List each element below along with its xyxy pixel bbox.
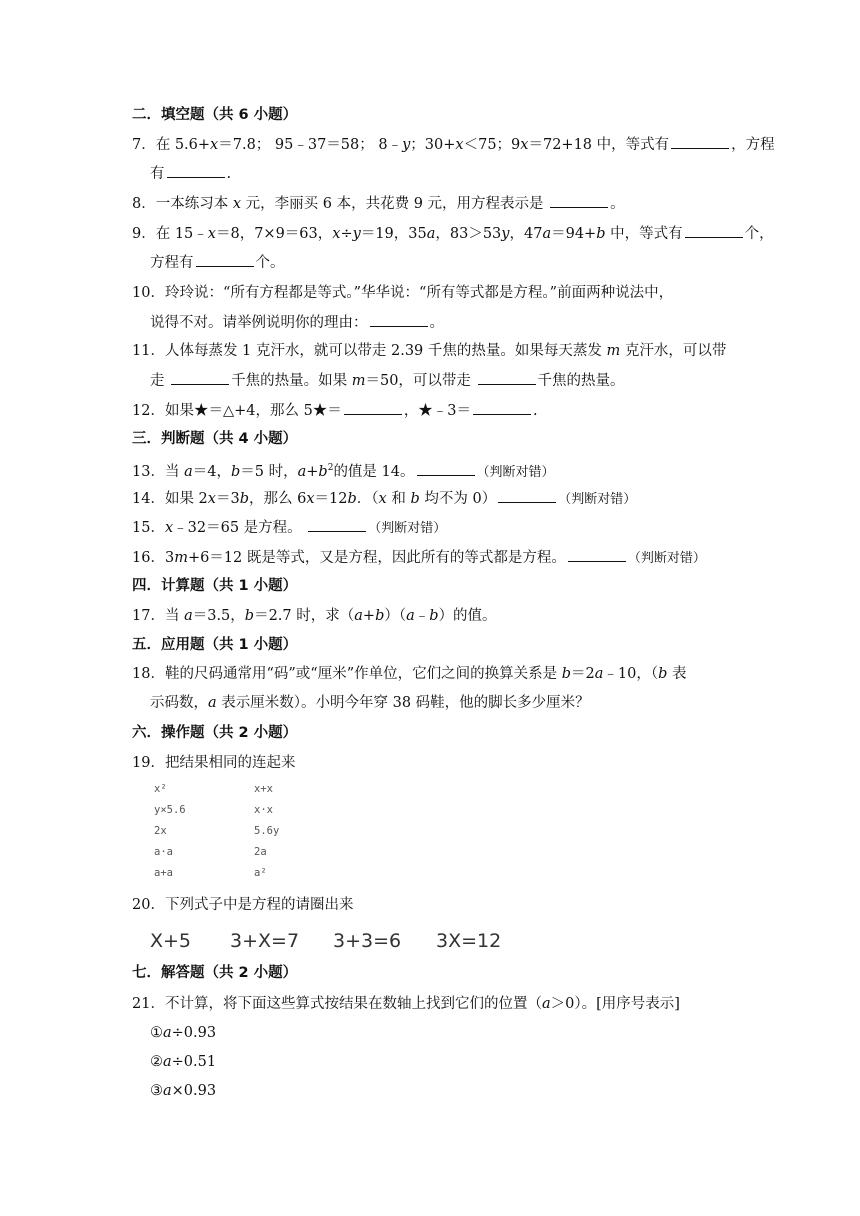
expression-option-3[interactable]: 3+3=6 <box>333 930 402 952</box>
answer-blank[interactable] <box>568 547 626 562</box>
answer-blank[interactable] <box>473 400 531 415</box>
answer-blank[interactable] <box>417 461 475 476</box>
section-heading-fill: 二．填空题（共 6 小题） <box>132 107 298 123</box>
question-17: 17．当 a＝3.5，b＝2.7 时，求（a+b）（a﹣b）的值。 <box>132 608 497 624</box>
left-expr-2[interactable]: y×5.6 <box>154 804 186 816</box>
right-expr-1[interactable]: x+x <box>254 783 273 795</box>
section-heading-calc: 四．计算题（共 1 小题） <box>132 578 298 594</box>
question-14: 14．如果 2x＝3b，那么 6x＝12b．（x 和 b 均不为 0） （判断对错） <box>132 488 742 510</box>
section-heading-judge: 三．判断题（共 4 小题） <box>132 431 298 447</box>
answer-blank[interactable] <box>685 223 743 238</box>
answer-blank[interactable] <box>167 163 225 178</box>
section-heading-application: 五．应用题（共 1 小题） <box>132 637 298 653</box>
question-8: 8．一本练习本 x 元，李丽买 6 本，共花费 9 元，用方程表示是 。 <box>132 193 742 214</box>
answer-blank[interactable] <box>171 370 229 385</box>
left-expr-1[interactable]: x² <box>154 783 167 795</box>
question-13: 13．当 a＝4，b＝5 时，$a+b^2$的值是 14。 （判断对错） <box>132 458 742 483</box>
q21-item-1: ①a÷0.93 <box>150 1025 217 1041</box>
answer-blank[interactable] <box>478 370 536 385</box>
question-9-line2: 方程有 个。 <box>150 252 742 273</box>
question-18-line2: 示码数，a 表示厘米数）。小明今年穿 38 码鞋，他的脚长多少厘米？ <box>150 695 590 711</box>
question-7-line1: 7．在 5.6+x＝7.8； 95﹣37＝58； 8﹣y；30+x＜75；9x＝72+18 中，等式有 ，方程 <box>132 134 742 155</box>
q21-item-2: ②a÷0.51 <box>150 1054 217 1070</box>
answer-blank[interactable] <box>370 312 428 327</box>
right-expr-5[interactable]: a² <box>254 867 267 879</box>
q21-item-3: ③a×0.93 <box>150 1083 217 1099</box>
expression-option-4[interactable]: 3X=12 <box>436 930 502 952</box>
question-10-line1: 10．玲玲说：“所有方程都是等式。”华华说：“所有等式都是方程。”前面两种说法中， <box>132 285 674 301</box>
expression-option-1[interactable]: X+5 <box>150 930 192 952</box>
question-19: 19．把结果相同的连起来 <box>132 755 296 771</box>
section-heading-solve: 七．解答题（共 2 小题） <box>132 965 298 981</box>
section-heading-operation: 六．操作题（共 2 小题） <box>132 725 298 741</box>
answer-blank[interactable] <box>196 252 254 267</box>
question-7-line2: 有 . <box>150 163 742 184</box>
question-21: 21．不计算，将下面这些算式按结果在数轴上找到它们的位置（a＞0）。[用序号表示] <box>132 996 680 1012</box>
left-expr-3[interactable]: 2x <box>154 825 167 837</box>
question-12: 12．如果★＝△+4，那么 5★＝ ，★﹣3＝ . <box>132 400 742 421</box>
answer-blank[interactable] <box>498 488 556 503</box>
right-expr-3[interactable]: 5.6y <box>254 825 280 837</box>
question-16: 16．3m+6＝12 既是等式，又是方程，因此所有的等式都是方程。 （判断对错） <box>132 547 742 569</box>
question-20: 20．下列式子中是方程的请圈出来 <box>132 897 354 913</box>
question-11-line2: 走 千焦的热量。如果 m＝50，可以带走 千焦的热量。 <box>150 370 742 391</box>
answer-blank[interactable] <box>550 193 608 208</box>
left-expr-5[interactable]: a+a <box>154 867 173 879</box>
question-9-line1: 9．在 15﹣x＝8，7×9＝63，x÷y＝19，35a，83＞53y，47a＝94+b 中，等式有 个， <box>132 223 742 244</box>
right-expr-4[interactable]: 2a <box>254 846 267 858</box>
answer-blank[interactable] <box>308 517 366 532</box>
question-11-line1: 11．人体每蒸发 1 克汗水，就可以带走 2.39 千焦的热量。如果每天蒸发 m 克汗水，可以带 <box>132 343 727 359</box>
question-15: 15．x﹣32＝65 是方程。 （判断对错） <box>132 517 742 539</box>
left-expr-4[interactable]: a·a <box>154 846 173 858</box>
question-10-line2: 说得不对。请举例说明你的理由： 。 <box>150 312 742 333</box>
matching-figure <box>148 783 288 883</box>
answer-blank[interactable] <box>671 134 729 149</box>
answer-blank[interactable] <box>344 400 402 415</box>
expression-option-2[interactable]: 3+X=7 <box>230 930 300 952</box>
right-expr-2[interactable]: x·x <box>254 804 273 816</box>
question-18-line1: 18．鞋的尺码通常用“码”或“厘米”作单位，它们之间的换算关系是 b＝2a﹣10，（b 表 <box>132 666 687 682</box>
